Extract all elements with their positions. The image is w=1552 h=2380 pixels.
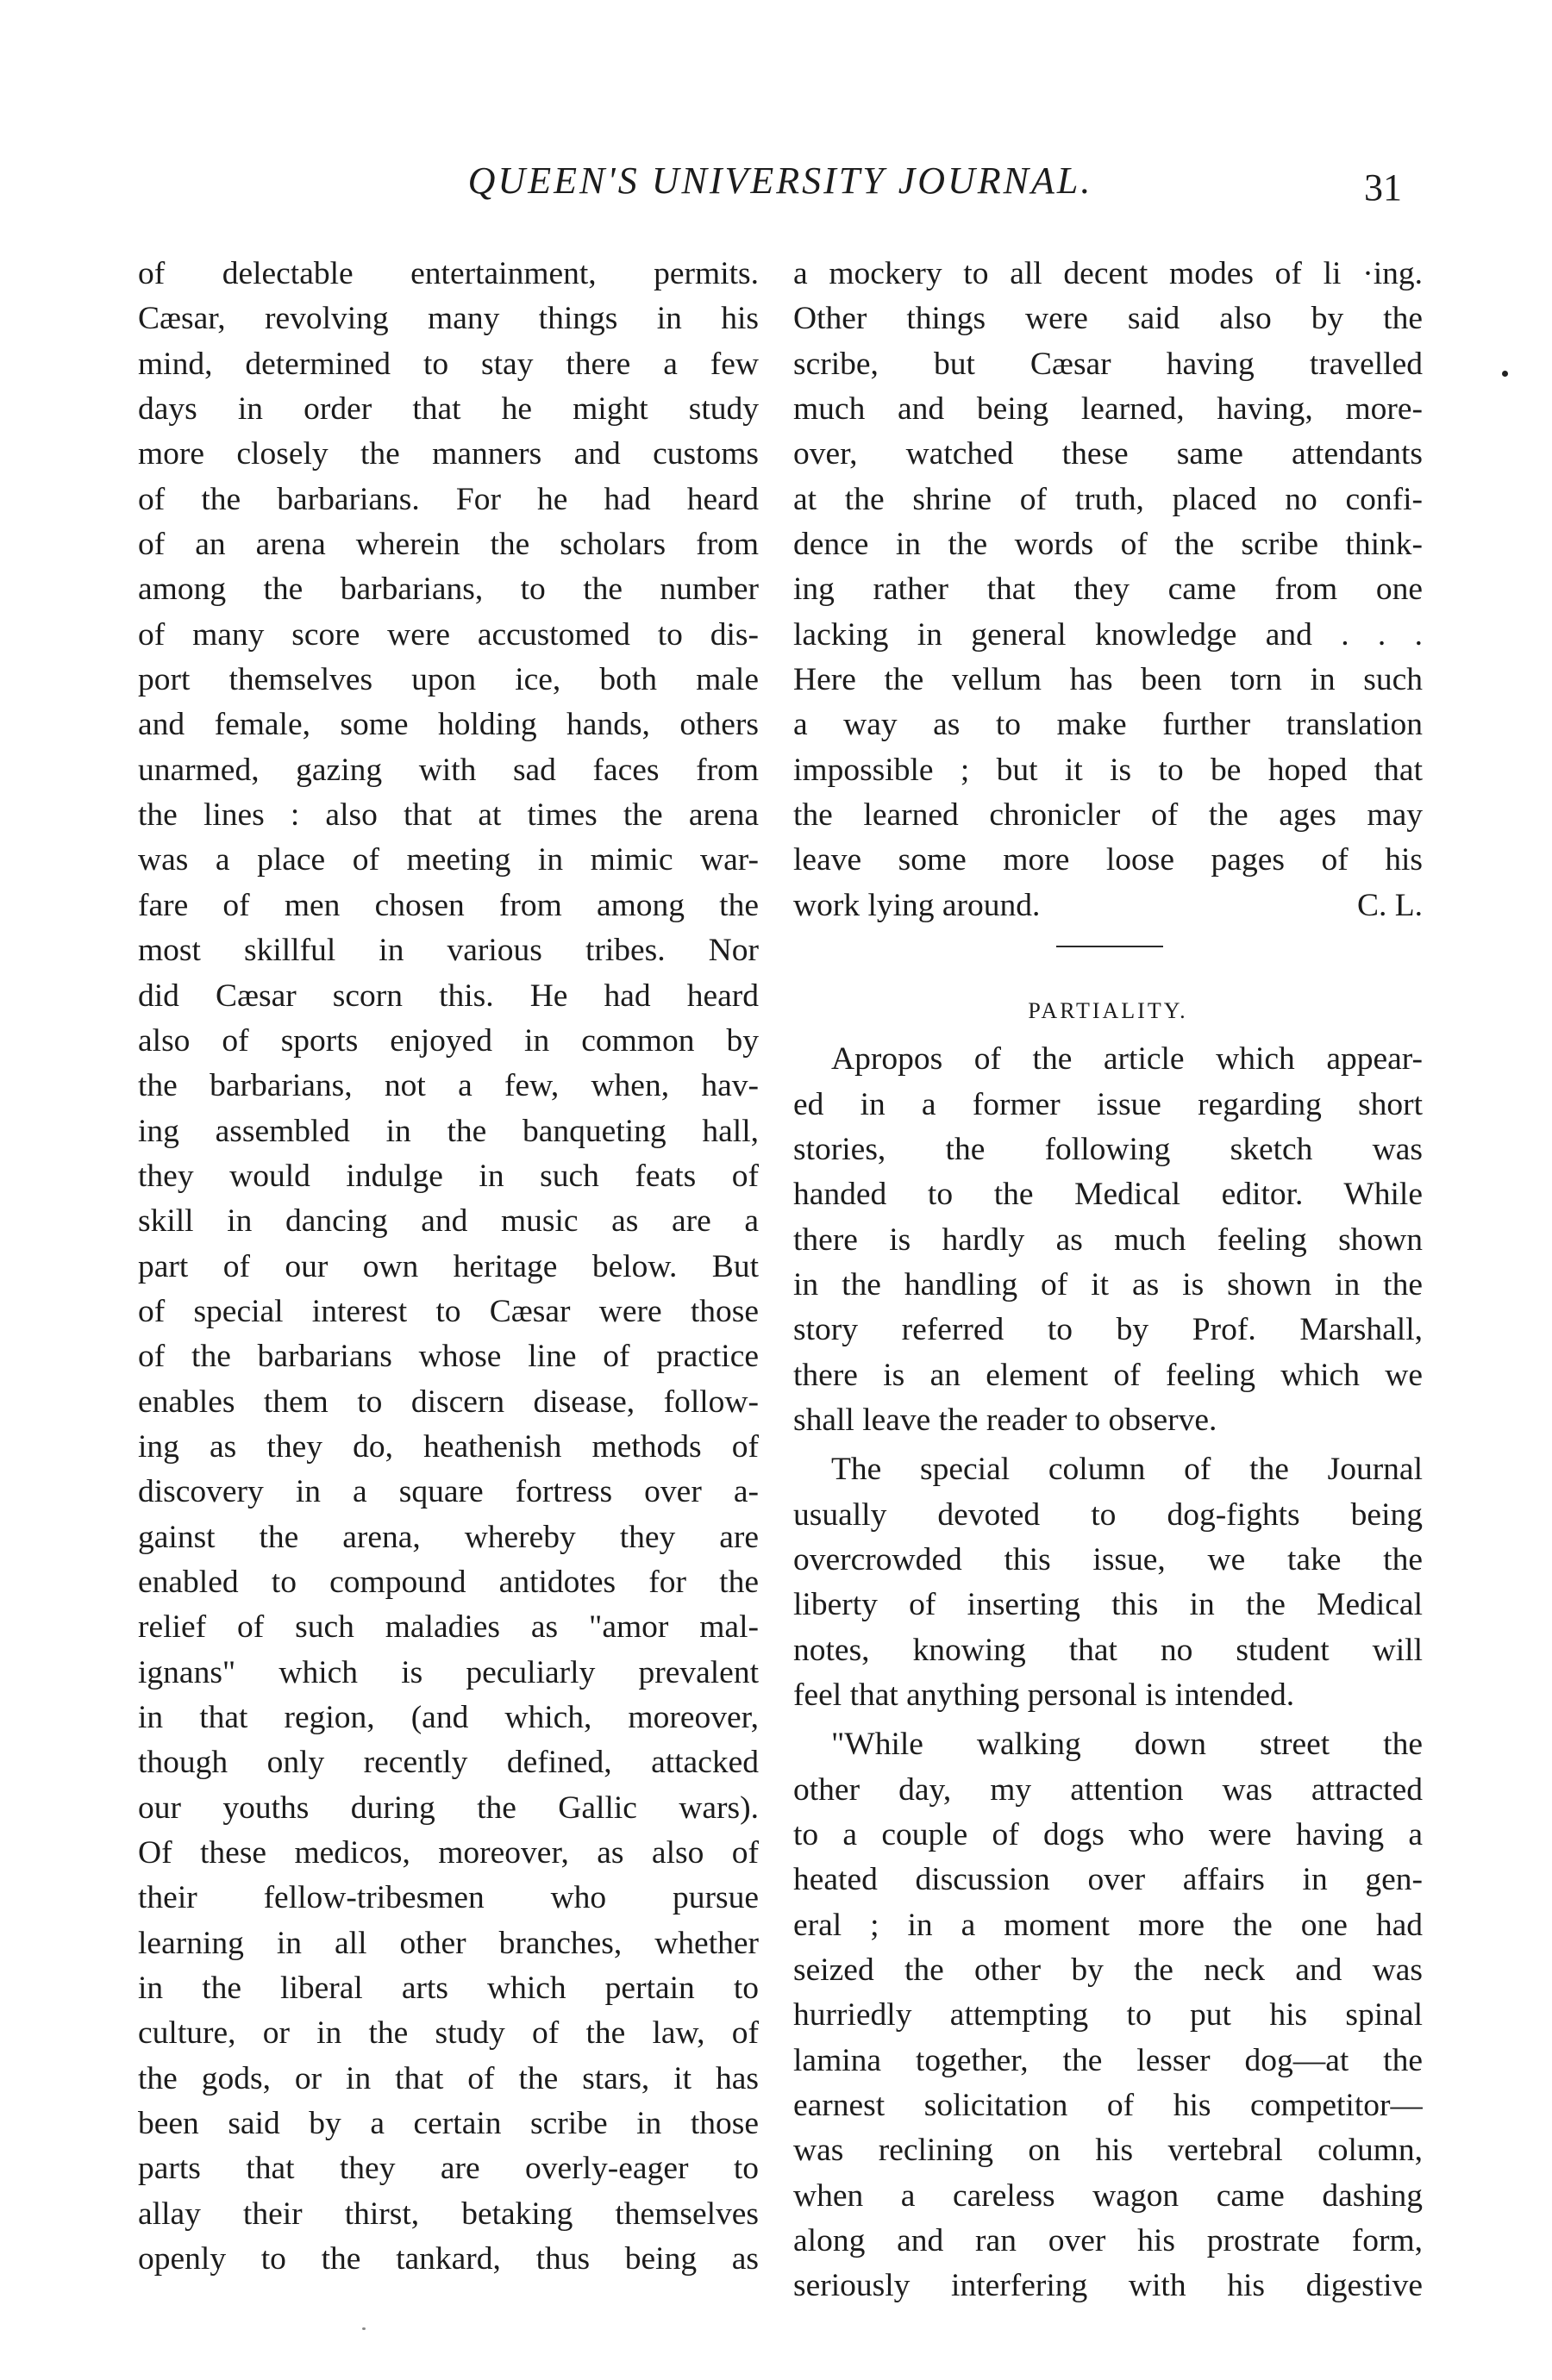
section-divider	[793, 928, 1423, 989]
text-line: earnest solicitation of his competitor—	[793, 2088, 1423, 2124]
text-line: stories, the following sketch was	[793, 1131, 1423, 1167]
text-line: shall leave the reader to observe.	[793, 1402, 1217, 1438]
text-line: unarmed, gazing with sad faces from	[138, 752, 759, 788]
text-line: of many score were accustomed to dis-	[138, 616, 759, 653]
text-line: ed in a former issue regarding short	[793, 1086, 1423, 1122]
text-line: other day, my attention was attracted	[793, 1771, 1423, 1808]
text-line: in that region, (and which, moreover,	[138, 1700, 759, 1735]
text-line: been said by a certain scribe in those	[138, 2106, 759, 2142]
text-line: their fellow-tribesmen who pursue	[138, 1880, 759, 1916]
print-speck	[362, 2327, 366, 2330]
text-line: most skillful in various tribes. Nor	[138, 933, 759, 969]
text-line: was reclining on his vertebral column,	[793, 2133, 1423, 2169]
text-line: Other things were said also by the	[793, 301, 1423, 337]
text-line: heated discussion over affairs in gen-	[793, 1862, 1423, 1898]
text-line: among the barbarians, to the number	[138, 572, 759, 608]
author-initials: C. L.	[1356, 887, 1423, 923]
text-line: liberty of inserting this in the Medical	[793, 1587, 1423, 1623]
text-line: notes, knowing that no student will	[793, 1632, 1423, 1668]
text-line: scribe, but Cæsar having travelled	[793, 346, 1423, 382]
text-line: lamina together, the lesser dog—at the	[793, 2042, 1423, 2078]
text-line: and female, some holding hands, others	[138, 707, 759, 743]
text-line: of special interest to Cæsar were those	[138, 1293, 759, 1329]
text-line: the gods, or in that of the stars, it has	[138, 2060, 759, 2096]
text-line: Here the vellum has been torn in such	[793, 662, 1423, 698]
text-line: overcrowded this issue, we take the	[793, 1541, 1423, 1577]
text-line: handed to the Medical editor. While	[793, 1177, 1423, 1213]
text-line: when a careless wagon came dashing	[793, 2177, 1423, 2214]
text-line: much and being learned, having, more-	[793, 391, 1423, 428]
text-line: fare of men chosen from among the	[138, 887, 759, 923]
text-line: of the barbarians whose line of practice	[138, 1339, 759, 1375]
text-line: a way as to make further translation	[793, 707, 1423, 743]
text-line: also of sports enjoyed in common by	[138, 1022, 759, 1059]
text-line: enabled to compound antidotes for the	[138, 1564, 759, 1600]
divider-rule	[1056, 946, 1163, 947]
text-line: part of our own heritage below. But	[138, 1248, 759, 1284]
text-line: there is an element of feeling which we	[793, 1357, 1423, 1393]
text-line: ing rather that they came from one	[793, 572, 1423, 608]
text-line: Apropos of the article which appear-	[831, 1041, 1423, 1078]
text-line: openly to the tankard, thus being as	[138, 2241, 759, 2277]
text-line: days in order that he might study	[138, 391, 759, 428]
text-line: feel that anything personal is intended.	[793, 1677, 1295, 1713]
text-line: relief of such maladies as "amor mal-	[138, 1609, 759, 1646]
text-line: to a couple of dogs who were having a	[793, 1817, 1423, 1852]
text-line: of delectable entertainment, permits.	[138, 256, 759, 291]
text-line: skill in dancing and music as are a	[138, 1203, 759, 1240]
text-line: ignans" which is peculiarly prevalent	[138, 1654, 759, 1690]
text-line: culture, or in the study of the law, of	[138, 2015, 759, 2052]
text-line: seized the other by the neck and was	[793, 1952, 1423, 1989]
text-line: ing assembled in the banqueting hall,	[138, 1113, 759, 1149]
text-line: parts that they are overly-eager to	[138, 2151, 759, 2187]
journal-title: QUEEN'S UNIVERSITY JOURNAL.	[467, 159, 1093, 202]
text-line: in the handling of it as is shown in the	[793, 1266, 1423, 1302]
text-line: The special column of the Journal	[831, 1452, 1423, 1488]
text-line: Of these medicos, moreover, as also of	[138, 1835, 759, 1871]
text-line: enables them to discern disease, follow-	[138, 1384, 759, 1420]
text-line: over, watched these same attendants	[793, 436, 1423, 472]
text-line: there is hardly as much feeling shown	[793, 1221, 1423, 1258]
text-line: learning in all other branches, whether	[138, 1925, 759, 1961]
text-line: leave some more loose pages of his	[793, 842, 1423, 878]
text-line: lacking in general knowledge and . . .	[793, 616, 1423, 653]
text-line: port themselves upon ice, both male	[138, 662, 759, 698]
text-line: at the shrine of truth, placed no confi-	[793, 481, 1423, 517]
text-line: the learned chronicler of the ages may	[793, 797, 1423, 834]
text-line: gainst the arena, whereby they are	[138, 1519, 759, 1555]
text-line: impossible ; but it is to be hoped that	[793, 752, 1423, 788]
text-line: of an arena wherein the scholars from	[138, 527, 759, 563]
text-line: along and ran over his prostrate form,	[793, 2223, 1423, 2259]
running-head	[0, 155, 1552, 207]
text-line: discovery in a square fortress over a-	[138, 1474, 759, 1510]
text-line: allay their thirst, betaking themselves	[138, 2196, 759, 2232]
text-line: they would indulge in such feats of	[138, 1158, 759, 1194]
text-line: our youths during the Gallic wars).	[138, 1790, 759, 1826]
text-line: the lines : also that at times the arena	[138, 797, 759, 834]
text-line: more closely the manners and customs	[138, 436, 759, 472]
text-line: dence in the words of the scribe think-	[793, 527, 1423, 563]
text-line: "While walking down street the	[831, 1727, 1423, 1763]
print-speck	[1502, 371, 1508, 377]
text-line: mind, determined to stay there a few	[138, 346, 759, 382]
text-line: a mockery to all decent modes of li ·ing.	[793, 256, 1423, 291]
text-line: ing as they do, heathenish methods of	[138, 1428, 759, 1465]
text-line: usually devoted to dog-fights being	[793, 1496, 1423, 1533]
page-number: 31	[1364, 166, 1402, 209]
text-line: Cæsar, revolving many things in his	[138, 301, 759, 337]
right-column	[793, 252, 1423, 2309]
text-line: story referred to by Prof. Marshall,	[793, 1312, 1423, 1348]
signoff-line	[793, 884, 1423, 928]
text-line: hurriedly attempting to put his spinal	[793, 1997, 1423, 2033]
left-column	[138, 252, 759, 2282]
text-line: was a place of meeting in mimic war-	[138, 842, 759, 878]
text-line: the barbarians, not a few, when, hav-	[138, 1068, 759, 1104]
text-line: in the liberal arts which pertain to	[138, 1971, 759, 2007]
text-line: eral ; in a moment more the one had	[793, 1907, 1423, 1943]
text-line: did Cæsar scorn this. He had heard	[138, 978, 759, 1014]
signoff-text: work lying around.	[793, 887, 1041, 923]
text-line: of the barbarians. For he had heard	[138, 481, 759, 517]
text-line: though only recently defined, attacked	[138, 1745, 759, 1781]
text-line: seriously interfering with his digestive	[793, 2268, 1423, 2304]
section-title: PARTIALITY.	[1028, 998, 1188, 1024]
